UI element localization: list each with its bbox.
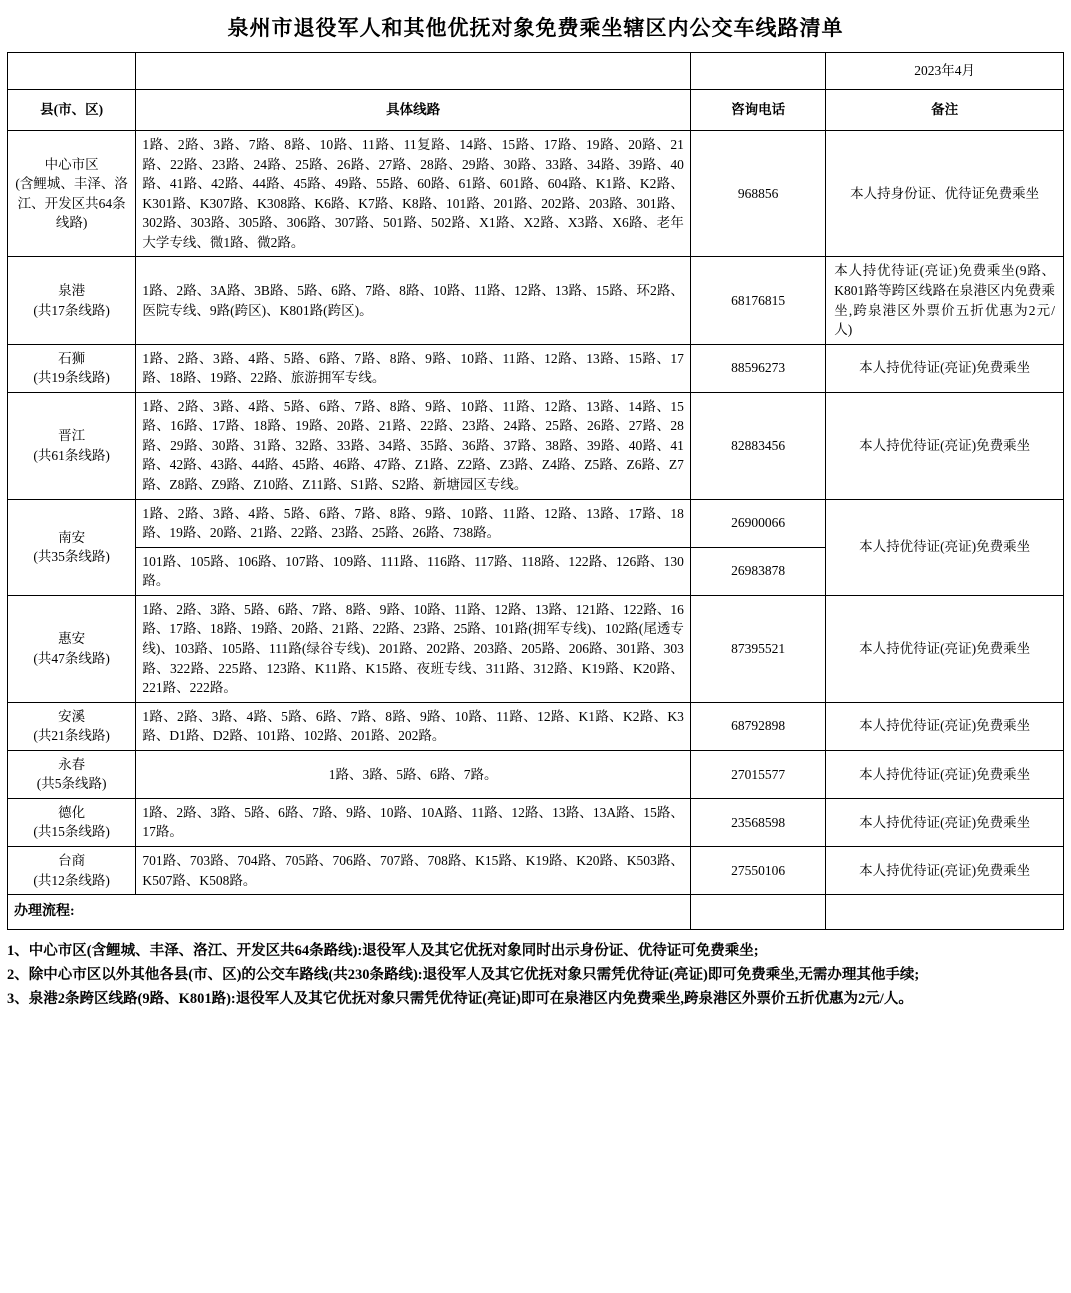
- header-county: 县(市、区): [8, 90, 136, 131]
- table-date-row: [8, 53, 1064, 90]
- table-row: [8, 595, 1064, 702]
- bus-routes-table: [7, 52, 1064, 930]
- lines-cell: 1路、2路、3路、4路、5路、6路、7路、8路、9路、10路、11路、12路、K1路、K2路、K3路、D1路、D2路、101路、102路、201路、202路。: [136, 702, 691, 750]
- date-row-blank-lines: [136, 53, 691, 90]
- process-label: 办理流程:: [8, 895, 691, 930]
- date-row-blank-county: [8, 53, 136, 90]
- county-cell: [8, 131, 136, 257]
- note-cell: 本人持优待证(亮证)免费乘坐: [826, 750, 1064, 798]
- date-row-blank-phone: [690, 53, 825, 90]
- county-sub: (共47条线路): [33, 650, 110, 666]
- note-cell: 本人持优待证(亮证)免费乘坐: [826, 847, 1064, 895]
- table-row: [8, 702, 1064, 750]
- table-header-row: [8, 90, 1064, 131]
- table-row: [8, 798, 1064, 846]
- table-row: [8, 131, 1064, 257]
- process-blank-phone: [690, 895, 825, 930]
- phone-cell: 968856: [690, 131, 825, 257]
- lines-cell: 1路、2路、3路、7路、8路、10路、11路、11复路、14路、15路、17路、19路、20路、21路、22路、23路、24路、25路、26路、27路、28路、29路、30路、33路、34路、39路、40路、41路、42路、44路、45路、49路、55路、60路、61路、601路、604路、K1路、K2路、K301路、K307路、K308路、K6路、K7路、K8路、101路、201路、202路、203路、301路、302路、303路、305路、306路、307路、501路、502路、X1路、X2路、X3路、X6路、老年大学专线、微1路、微2路。: [136, 131, 691, 257]
- county-sub: (共17条线路): [33, 302, 110, 318]
- note-cell: 本人持优待证(亮证)免费乘坐: [826, 702, 1064, 750]
- phone-cell: 27550106: [690, 847, 825, 895]
- lines-cell: 1路、2路、3路、4路、5路、6路、7路、8路、9路、10路、11路、12路、13路、17路、18路、19路、20路、21路、22路、23路、25路、26路、738路。: [136, 499, 691, 547]
- county-name: 南安: [58, 529, 86, 545]
- lines-cell: 1路、2路、3A路、3B路、5路、6路、7路、8路、10路、11路、12路、13路、15路、环2路、医院专线、9路(跨区)、K801路(跨区)。: [136, 257, 691, 344]
- county-name: 晋江: [58, 428, 86, 444]
- county-name: 台商: [58, 853, 86, 868]
- county-sub: (共61条线路): [33, 447, 110, 463]
- lines-cell: 1路、2路、3路、5路、6路、7路、9路、10路、10A路、11路、12路、13路、13A路、15路、17路。: [136, 798, 691, 846]
- lines-cell: 701路、703路、704路、705路、706路、707路、708路、K15路、K19路、K20路、K503路、K507路、K508路。: [136, 847, 691, 895]
- county-name: 安溪: [58, 708, 86, 724]
- document-date: 2023年4月: [826, 53, 1064, 90]
- county-cell: [8, 392, 136, 499]
- lines-cell: 1路、3路、5路、6路、7路。: [136, 750, 691, 798]
- county-sub: (共12条线路): [33, 872, 110, 888]
- table-row: [8, 392, 1064, 499]
- phone-cell: 26900066: [690, 499, 825, 547]
- county-cell: [8, 257, 136, 344]
- footer-item-3: 3、泉港2条跨区线路(9路、K801路):退役军人及其它优抚对象只需凭优待证(亮证)即可在泉港区内免费乘坐,跨泉港区外票价五折优惠为2元/人。: [7, 990, 913, 1007]
- lines-cell: 1路、2路、3路、4路、5路、6路、7路、8路、9路、10路、11路、12路、13路、15路、17路、18路、19路、22路、旅游拥军专线。: [136, 344, 691, 392]
- county-cell: [8, 344, 136, 392]
- footer-item-2: 2、除中心市区以外其他各县(市、区)的公交车路线(共230条路线):退役军人及其它优抚对象只需凭优待证(亮证)即可免费乘坐,无需办理其他手续;: [7, 967, 920, 984]
- county-cell: [8, 702, 136, 750]
- county-sub: (共35条线路): [33, 549, 110, 565]
- county-cell: [8, 595, 136, 702]
- note-cell: 本人持优待证(亮证)免费乘坐: [826, 392, 1064, 499]
- county-name: 惠安: [58, 631, 86, 647]
- lines-cell: 101路、105路、106路、107路、109路、111路、116路、117路、118路、122路、126路、130路。: [136, 547, 691, 595]
- phone-cell: 82883456: [690, 392, 825, 499]
- process-row: [8, 895, 1064, 930]
- county-name: 泉港: [58, 282, 86, 298]
- county-sub: (共15条线路): [33, 824, 110, 840]
- phone-cell: 68792898: [690, 702, 825, 750]
- county-cell: [8, 798, 136, 846]
- note-cell: 本人持优待证(亮证)免费乘坐: [826, 798, 1064, 846]
- phone-cell: 88596273: [690, 344, 825, 392]
- county-name: 中心市区: [44, 156, 99, 172]
- phone-cell: 23568598: [690, 798, 825, 846]
- phone-cell: 87395521: [690, 595, 825, 702]
- county-sub: (含鲤城、丰泽、洛江、开发区共64条线路): [15, 176, 128, 231]
- header-note: 备注: [826, 90, 1064, 131]
- county-cell: [8, 750, 136, 798]
- note-cell: 本人持身份证、优待证免费乘坐: [826, 131, 1064, 257]
- page-title: 泉州市退役军人和其他优抚对象免费乘坐辖区内公交车线路清单: [227, 16, 844, 40]
- table-row: [8, 344, 1064, 392]
- table-row: [8, 499, 1064, 547]
- header-lines: 具体线路: [136, 90, 691, 131]
- footer-notes: [7, 930, 1064, 1012]
- phone-cell: 26983878: [690, 547, 825, 595]
- county-sub: (共21条线路): [33, 728, 110, 744]
- county-name: 德化: [58, 804, 86, 820]
- county-sub: (共19条线路): [33, 370, 110, 386]
- county-name: 永春: [58, 756, 86, 772]
- table-row: [8, 847, 1064, 895]
- header-phone: 咨询电话: [690, 90, 825, 131]
- note-cell: 本人持优待证(亮证)免费乘坐: [826, 499, 1064, 595]
- footer-item-1: 1、中心市区(含鲤城、丰泽、洛江、开发区共64条路线):退役军人及其它优抚对象同时出示身份证、优待证可免费乘坐;: [7, 943, 759, 960]
- county-name: 石狮: [58, 350, 86, 366]
- county-sub: (共5条线路): [36, 776, 107, 792]
- phone-cell: 68176815: [690, 257, 825, 344]
- table-row: [8, 750, 1064, 798]
- note-cell: 本人持优待证(亮证)免费乘坐: [826, 344, 1064, 392]
- note-cell: 本人持优待证(亮证)免费乘坐(9路、K801路等跨区线路在泉港区内免费乘坐,跨泉港区外票价五折优惠为2元/人): [826, 257, 1064, 344]
- lines-cell: 1路、2路、3路、4路、5路、6路、7路、8路、9路、10路、11路、12路、13路、14路、15路、16路、17路、18路、19路、20路、21路、22路、23路、24路、25路、26路、27路、28路、29路、30路、31路、32路、33路、34路、35路、36路、37路、38路、39路、40路、41路、42路、43路、44路、45路、46路、47路、Z1路、Z2路、Z3路、Z4路、Z5路、Z6路、Z7路、Z8路、Z9路、Z10路、Z11路、S1路、S2路、新塘园区专线。: [136, 392, 691, 499]
- note-cell: 本人持优待证(亮证)免费乘坐: [826, 595, 1064, 702]
- phone-cell: 27015577: [690, 750, 825, 798]
- county-cell: [8, 499, 136, 595]
- lines-cell: 1路、2路、3路、5路、6路、7路、8路、9路、10路、11路、12路、13路、121路、122路、16路、17路、18路、19路、20路、21路、22路、23路、25路、101路(拥军专线)、102路(尾透专线)、103路、105路、111路(绿谷专线)、201路、202路、203路、205路、206路、301路、303路、322路、225路、123路、K11路、K15路、夜班专线、311路、312路、K19路、K20路、221路、222路。: [136, 595, 691, 702]
- table-row: [8, 257, 1064, 344]
- process-blank-note: [826, 895, 1064, 930]
- county-cell: [8, 847, 136, 895]
